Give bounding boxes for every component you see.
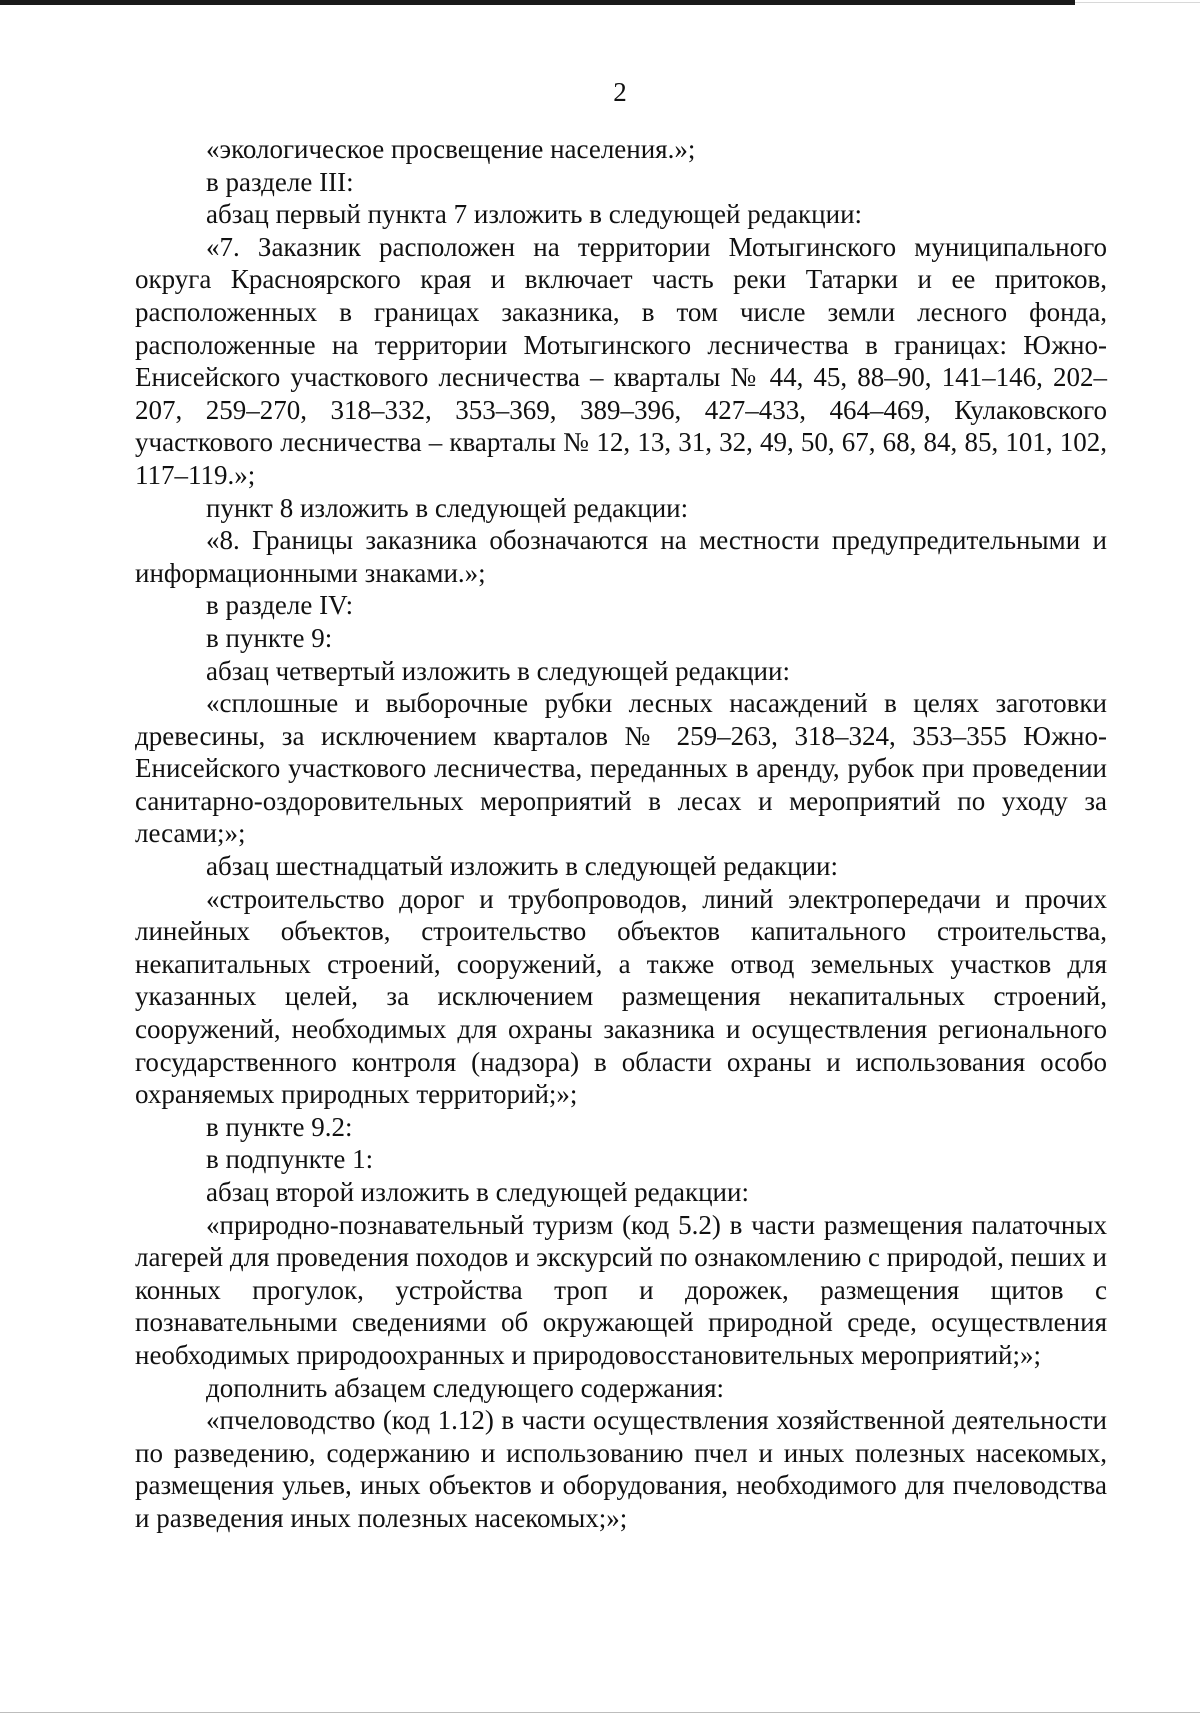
paragraph-ecological-education: «экологическое просвещение населения.»; <box>206 134 696 164</box>
document-body <box>135 133 1107 1535</box>
scan-top-border <box>0 0 1075 5</box>
paragraph-supplement-intro: дополнить абзацем следующего содержания: <box>206 1372 725 1403</box>
paragraph-section-4: в разделе IV: <box>206 590 354 621</box>
paragraph-item-8-intro: пункт 8 изложить в следующей редакции: <box>206 492 689 523</box>
paragraph-beekeeping-text: «пчеловодство (код 1.12) в части осуществления хозяйственной деятельности по разведению, содержанию и использованию пчел и иных полезных насекомых, размещения ульев, иных объектов и оборудования, необходимого для пчеловодства и разведения иных полезных насекомых;»; <box>135 1405 1107 1533</box>
paragraph-item-7-intro: абзац первый пункта 7 изложить в следующей редакции: <box>206 199 863 230</box>
paragraph-item-9-2: в пункте 9.2: <box>206 1111 353 1142</box>
page-number: 2 <box>613 77 627 107</box>
paragraph-second-intro: абзац второй изложить в следующей редакции: <box>206 1177 749 1207</box>
paragraph-subitem-4-intro: абзац четвертый изложить в следующей редакции: <box>206 655 790 686</box>
scan-bottom-border <box>0 1712 1200 1713</box>
paragraph-section-3: в разделе III: <box>206 166 354 197</box>
paragraph-construction-text: «строительство дорог и трубопроводов, линий электропередачи и прочих линейных объектов, строительство объектов капитального строительства, некапитальных строений, сооружений, а также отвод земельных участков для указанных целей, за исключением размещения некапитальных строений, сооружений, необходимых для охраны заказника и осуществления регионального государственного контроля (надзора) в области охраны и использования особо охраняемых природных территорий;»; <box>135 883 1107 1110</box>
paragraph-tourism-text: «природно-познавательный туризм (код 5.2) в части размещения палаточных лагерей для проведения походов и экскурсий по ознакомлению с природой, пеших и конных прогулок, устройства троп и дорожек, размещения щитов с познавательными сведениями об окружающей природной среде, осуществления необходимых природоохранных и природовосстановительных мероприятий;»; <box>135 1209 1107 1370</box>
paragraph-subitem-16-intro: абзац шестнадцатый изложить в следующей редакции: <box>206 851 839 882</box>
scan-top-border-faint <box>1075 2 1200 3</box>
paragraph-item-7-text: «7. Заказник расположен на территории Мотыгинского муниципального округа Красноярского края и включает часть реки Татарки и ее притоков, расположенных в границах заказника, в том числе земли лесного фонда, расположенные на территории Мотыгинского лесничества в границах: Южно-Енисейского участкового лесничества – кварталы № 44, 45, 88–90, 141–146, 202–207, 259–270, 318–332, 353–369, 389–396, 427–433, 464–469, Кулаковского участкового лесничества – кварталы № 12, 13, 31, 32, 49, 50, 67, 68, 84, 85, 101, 102, 117–119.»; <box>135 231 1107 490</box>
paragraph-subitem-1: в подпункте 1: <box>206 1144 374 1175</box>
paragraph-logging-text: «сплошные и выборочные рубки лесных насаждений в целях заготовки древесины, за исключением кварталов № 259–263, 318–324, 353–355 Южно-Енисейского участкового лесничества, переданных в аренду, рубок при проведении санитарно-оздоровительных мероприятий в лесах и мероприятий по уходу за лесами;»; <box>135 688 1107 849</box>
paragraph-item-9: в пункте 9: <box>206 622 333 653</box>
paragraph-item-8-text: «8. Границы заказника обозначаются на местности предупредительными и информационными знаками.»; <box>135 525 1107 588</box>
